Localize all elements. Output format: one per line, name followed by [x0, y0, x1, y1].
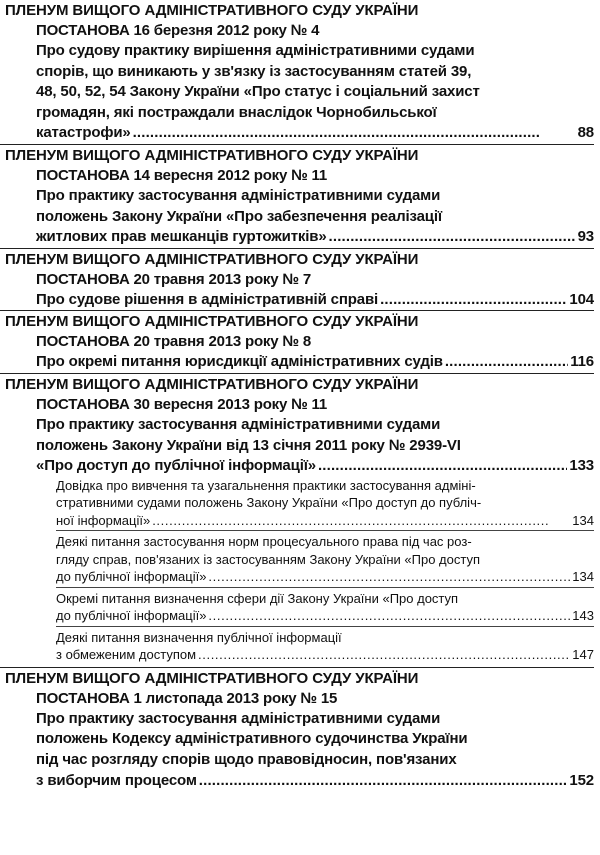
entry-title — [0, 709, 594, 791]
page-number: 143 — [572, 608, 594, 624]
entry-title-line: з виборчим процесом — [36, 771, 197, 789]
dot-leader — [318, 456, 567, 477]
entry-heading: ПЛЕНУМ ВИЩОГО АДМІНІСТРАТИВНОГО СУДУ УКРАЇНИ — [5, 313, 419, 331]
entry-title-line: катастрофи» — [36, 124, 131, 142]
toc-sub-entry — [56, 477, 594, 532]
page-number: 116 — [570, 353, 594, 371]
page-number: 134 — [572, 569, 594, 585]
entry-title-line: 48, 50, 52, 54 Закону України «Про статус і соціальний захист — [36, 83, 480, 101]
dot-leader — [208, 568, 570, 586]
entry-title-line: житлових прав мешканців гуртожитків» — [36, 228, 327, 246]
entry-title-line: ної інформації» — [56, 512, 151, 528]
entry-resolution: ПОСТАНОВА 1 листопада 2013 року № 15 — [36, 689, 338, 707]
entry-title-last-line — [36, 456, 594, 477]
entry-title — [0, 186, 594, 248]
dot-leader — [198, 646, 570, 664]
entry-title — [0, 415, 594, 477]
entry-title-line: гляду справ, пов'язаних із застосуванням Закону України «Про доступ — [56, 551, 480, 567]
dot-leader — [445, 352, 568, 373]
entry-heading: ПЛЕНУМ ВИЩОГО АДМІНІСТРАТИВНОГО СУДУ УКРАЇНИ — [5, 669, 419, 687]
page-number: 152 — [569, 771, 594, 789]
entry-title — [0, 41, 594, 144]
entry-title-last-line — [56, 568, 594, 586]
entry-title-line: положень Кодексу адміністративного судочинства України — [36, 730, 468, 748]
entry-heading: ПЛЕНУМ ВИЩОГО АДМІНІСТРАТИВНОГО СУДУ УКРАЇНИ — [5, 250, 419, 268]
entry-heading: ПЛЕНУМ ВИЩОГО АДМІНІСТРАТИВНОГО СУДУ УКРАЇНИ — [5, 2, 419, 19]
toc-entry — [0, 144, 594, 248]
entry-resolution: ПОСТАНОВА 14 вересня 2012 року № 11 — [36, 166, 328, 184]
entry-resolution: ПОСТАНОВА 30 вересня 2013 року № 11 — [36, 395, 328, 413]
entry-title-line: Довідка про вивчення та узагальнення практики застосування адміні- — [56, 477, 476, 493]
entry-title-last-line — [56, 646, 594, 664]
entry-title-line: спорів, що виникають у зв'язку із застосуванням статей 39, — [36, 62, 472, 80]
toc-entry — [0, 310, 594, 373]
entry-title-line: «Про доступ до публічної інформації» — [36, 457, 316, 475]
entry-title-line: Про практику застосування адміністративними судами — [36, 186, 441, 204]
entry-title-line: Деякі питання визначення публічної інформації — [56, 629, 342, 645]
sub-entries — [0, 477, 594, 665]
toc-entry — [0, 667, 594, 791]
entry-title-line: Про судову практику вирішення адміністративними судами — [36, 42, 475, 59]
entry-title-line: громадян, які постраждали внаслідок Чорнобильської — [36, 103, 437, 121]
toc-sub-entry — [56, 629, 594, 665]
page-number: 88 — [577, 124, 594, 142]
entry-heading: ПЛЕНУМ ВИЩОГО АДМІНІСТРАТИВНОГО СУДУ УКРАЇНИ — [5, 375, 419, 393]
entry-title-last-line — [36, 771, 594, 792]
entry-title — [0, 290, 594, 311]
entry-heading: ПЛЕНУМ ВИЩОГО АДМІНІСТРАТИВНОГО СУДУ УКРАЇНИ — [5, 146, 419, 164]
entry-resolution: ПОСТАНОВА 20 травня 2013 року № 7 — [36, 270, 311, 288]
page-number: 134 — [572, 512, 594, 528]
dot-leader — [329, 227, 576, 248]
page-number: 147 — [572, 647, 594, 663]
dot-leader — [152, 512, 570, 530]
entry-title-line: Про практику застосування адміністративними судами — [36, 709, 441, 727]
entry-title-line: Про судове рішення в адміністративній справі — [36, 290, 379, 308]
entry-title-line: до публічної інформації» — [56, 608, 207, 624]
entry-title-line: Про окремі питання юрисдикції адміністративних судів — [36, 353, 443, 371]
dot-leader — [380, 290, 567, 311]
dot-leader — [208, 607, 570, 625]
dot-leader — [133, 123, 576, 144]
entry-title-last-line — [36, 227, 594, 248]
entry-title-line: Окремі питання визначення сфери дії Закону України «Про доступ — [56, 590, 459, 606]
entry-title-line: Деякі питання застосування норм процесуального права під час роз- — [56, 534, 472, 550]
entry-title-last-line — [36, 290, 594, 311]
toc-sub-entry — [56, 533, 594, 588]
entry-resolution: ПОСТАНОВА 20 травня 2013 року № 8 — [36, 333, 311, 351]
entry-title-line: під час розгляду спорів щодо правовідносин, пов'язаних — [36, 750, 457, 768]
page-number: 93 — [577, 228, 594, 246]
entry-title — [0, 352, 594, 373]
entry-title-line: стративними судами положень Закону України «Про доступ до публіч- — [56, 495, 482, 511]
entry-title-line: Про практику застосування адміністративними судами — [36, 415, 441, 433]
entry-title-line: до публічної інформації» — [56, 569, 207, 585]
toc-entry — [0, 248, 594, 311]
entry-title-last-line — [36, 352, 594, 373]
entry-title-last-line — [56, 607, 594, 625]
dot-leader — [199, 771, 568, 792]
page-number: 104 — [569, 290, 594, 308]
toc-entry — [0, 0, 594, 144]
entry-resolution: ПОСТАНОВА 16 березня 2012 року № 4 — [36, 22, 320, 39]
toc-entry — [0, 373, 594, 665]
page-number: 133 — [569, 457, 594, 475]
entry-title-line: положень Закону України від 13 січня 2011 року № 2939-VI — [36, 436, 461, 454]
entry-title-last-line — [56, 512, 594, 530]
toc-sub-entry — [56, 590, 594, 627]
entry-title-line: з обмеженим доступом — [56, 647, 197, 663]
entry-title-line: положень Закону України «Про забезпечення реалізації — [36, 207, 442, 225]
entry-title-last-line — [36, 123, 594, 144]
